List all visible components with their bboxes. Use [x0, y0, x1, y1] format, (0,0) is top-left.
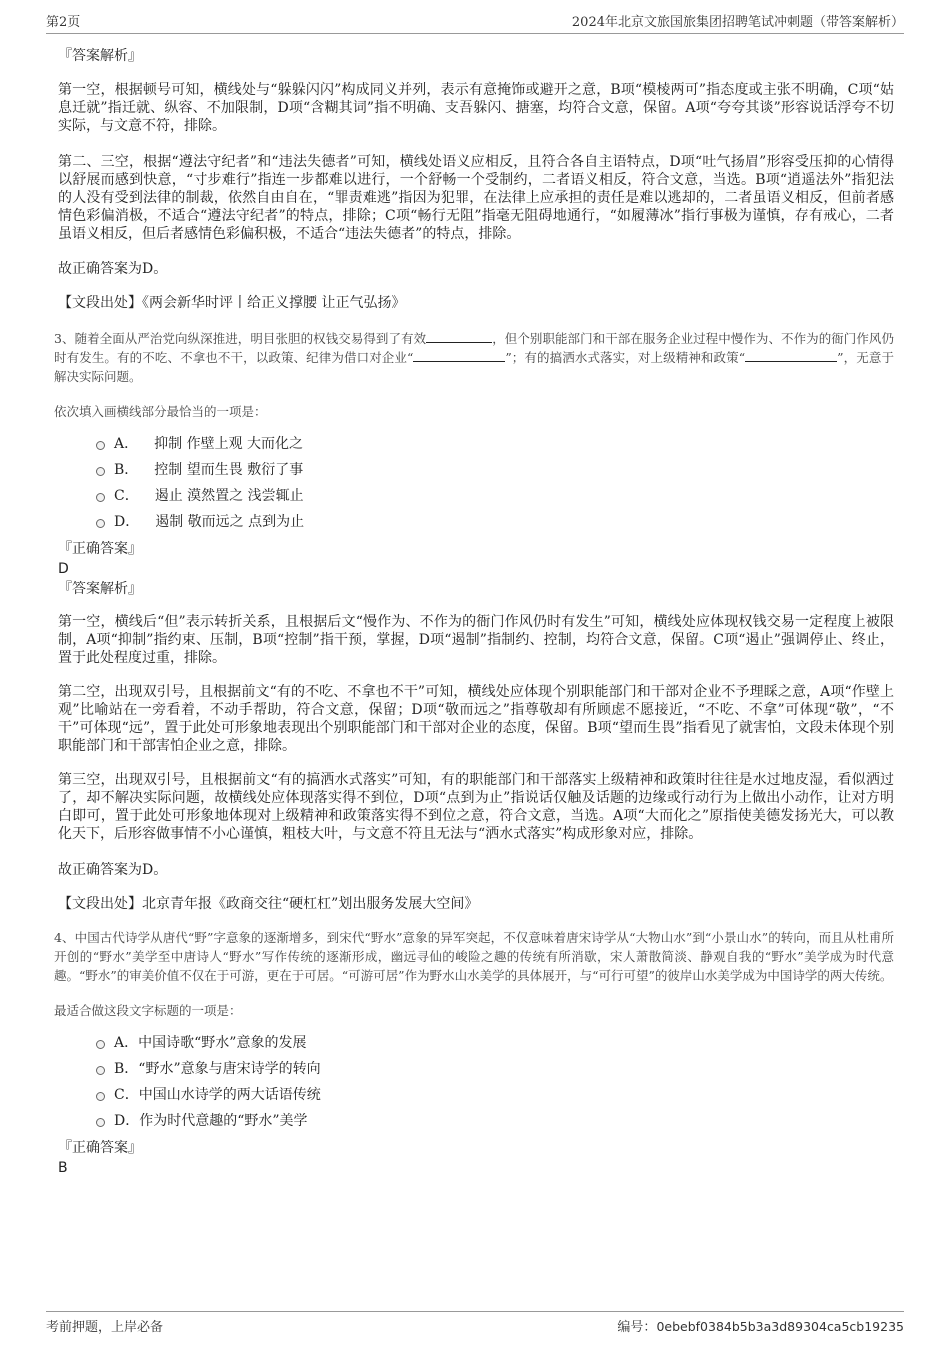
q3-stem-part-4: ”，无意于解决实际问题。	[54, 350, 894, 384]
q3-analysis-paragraph-3: 第三空，出现双引号，且根据前文“有的搞洒水式落实”可知，有的职能部门和干部落实上级精神和政策时往往是水过地皮湿，看似洒过了，却不解决实际问题，故横线处应体现落实得不到位，D项“点到为止”指说话仅触及话题的边缘或行动行为上做出小动作，让对方明白即可，置于此处可形象地体现对上级精神和政策落实得不到位之意，符合文意，当选。A项“大而化之”原指使美德发扬光大，可以教化天下，后形容做事情不小心谨慎，粗枝大叶，与文意不符且无法与“洒水式落实”构成形象对应，排除。	[58, 772, 894, 842]
document-title: 2024年北京文旅国旅集团招聘笔试冲刺题（带答案解析）	[571, 15, 904, 30]
q4-option-a[interactable]: A．中国诗歌“野水”意象的发展	[58, 1030, 894, 1056]
q3-blank-3	[745, 348, 837, 362]
q3-correct-answer: D	[58, 561, 69, 577]
q3-analysis-paragraph-2: 第二空，出现双引号，且根据前文“有的不吃、不拿也不干”可知，横线处应体现个别职能部门和干部对企业不予理睬之意，A项“作壁上观”比喻站在一旁看着，不动手帮助，符合文意，保留；D项“敬而远之”指尊敬却有所顾虑不愿接近，“不吃、不拿”可体现“敬”，“不干”可体现“远”，置于此处可形象地表现出个别职能部门和干部对企业的态度，保留。B项“望而生畏”指看见了就害怕，文段未体现个别职能部门和干部害怕企业之意，排除。	[58, 684, 894, 754]
radio-icon[interactable]	[96, 1066, 105, 1075]
page-number: 第2页	[46, 15, 81, 30]
q3-analysis-label: 『答案解析』	[58, 581, 142, 597]
q3-blank-2	[413, 348, 505, 362]
q3-prompt: 依次填入画横线部分最恰当的一项是：	[54, 404, 267, 419]
q4-stem: 4、中国古代诗学从唐代“野”字意象的逐渐增多，到宋代“野水”意象的异军突起，不仅意味着唐宋诗学从“大物山水”到“小景山水”的转向，而且从杜甫所开创的“野水”美学至中唐诗人“野水”写作传统的逐渐形成，幽远寻仙的峻险之趣的传统有所消歇，宋人萧散简淡、静观自我的“野水”美学成为时代意趣。“野水”的审美价值不仅在于可游，更在于可居。“可游可居”作为野水山水美学的具体展开，与“可行可望”的彼岸山水美学成为中国诗学的两大传统。	[54, 930, 894, 983]
page-header	[46, 11, 904, 34]
radio-icon[interactable]	[96, 441, 105, 450]
document-code	[617, 1316, 904, 1335]
radio-icon[interactable]	[96, 1092, 105, 1101]
q3-source: 【文段出处】北京青年报《政商交往“硬杠杠”划出服务发展大空间》	[58, 896, 479, 912]
q3-option-c[interactable]: C． 遏止 漠然置之 浅尝辄止	[58, 483, 894, 509]
q3-stem-part-2: ，但个别职能部门和干部在服务企业过程中慢作为、不作为的衙门作风仍时有发生。有的不吃、不拿也不干，以政策、纪律为借口对企业“	[54, 331, 894, 365]
page-footer	[46, 1311, 904, 1336]
q3-correct-label: 『正确答案』	[58, 541, 142, 557]
q4-correct-answer: B	[58, 1160, 68, 1176]
q3-option-b[interactable]: B． 控制 望而生畏 敷衍了事	[58, 457, 894, 483]
q4-option-d[interactable]: D．作为时代意趣的“野水”美学	[58, 1108, 894, 1134]
q3-stem-part-3: ”；有的搞洒水式落实，对上级精神和政策“	[505, 350, 746, 365]
page-content	[54, 46, 894, 1178]
q3-conclusion: 故正确答案为D。	[58, 862, 168, 878]
footer-slogan: 考前押题，上岸必备	[46, 1320, 164, 1335]
q3-option-a[interactable]: A． 抑制 作壁上观 大而化之	[58, 431, 894, 457]
q4-options	[58, 1030, 894, 1134]
q2-analysis-paragraph-1: 第一空，根据顿号可知，横线处与“躲躲闪闪”构成同义并列，表示有意掩饰或避开之意，B项“模棱两可”指态度或主张不明确，C项“姑息迁就”指迁就、纵容、不加限制，D项“含糊其词”指不明确、支吾躲闪、搪塞，均符合文意，保留。A项“夸夸其谈”形容说话浮夸不切实际，与文意不符，排除。	[58, 82, 894, 134]
radio-icon[interactable]	[96, 493, 105, 502]
q2-analysis-label: 『答案解析』	[58, 48, 142, 64]
q3-blank-1	[426, 329, 492, 343]
q4-option-c[interactable]: C．中国山水诗学的两大话语传统	[58, 1082, 894, 1108]
q3-stem-part-1: 3、随着全面从严治党向纵深推进，明目张胆的权钱交易得到了有效	[54, 331, 427, 346]
code-value: 0ebebf0384b5b3a3d89304ca5cb19235	[656, 1319, 904, 1334]
q2-conclusion: 故正确答案为D。	[58, 261, 168, 277]
radio-icon[interactable]	[96, 467, 105, 476]
q4-prompt: 最适合做这段文字标题的一项是：	[54, 1003, 242, 1018]
radio-icon[interactable]	[96, 519, 105, 528]
q3-analysis-paragraph-1: 第一空，横线后“但”表示转折关系，且根据后文“慢作为、不作为的衙门作风仍时有发生”可知，横线处应体现权钱交易一定程度上被限制，A项“抑制”指约束、压制，B项“控制”指干预，掌握，D项“遏制”指制约、控制，均符合文意，保留。C项“遏止”强调停止、终止，置于此处程度过重，排除。	[58, 614, 894, 666]
code-label: 编号：	[617, 1320, 657, 1335]
q2-source: 【文段出处】《两会新华时评丨给正义撑腰 让正气弘扬》	[58, 295, 406, 311]
q3-options	[58, 431, 894, 535]
radio-icon[interactable]	[96, 1118, 105, 1127]
q3-stem	[54, 329, 894, 386]
radio-icon[interactable]	[96, 1040, 105, 1049]
q2-analysis-paragraph-2: 第二、三空，根据“遵法守纪者”和“违法失德者”可知，横线处语义应相反，且符合各自主语特点，D项“吐气扬眉”形容受压抑的心情得以舒展而感到快意，“寸步难行”指连一步都难以进行，一个舒畅一个受制约，二者语义相反，符合文意，当选。B项“逍遥法外”指犯法的人没有受到法律的制裁，依然自由自在，“罪责难逃”指因为犯罪，在法律上应承担的责任是难以逃却的，二者虽语义相反，但前者感情色彩偏消极，不适合“遵法守纪者”的特点，排除；C项“畅行无阻”指毫无阻碍地通行，“如履薄冰”指行事极为谨慎，存有戒心，二者虽语义相反，但后者感情色彩偏积极，不适合“违法失德者”的特点，排除。	[58, 154, 894, 242]
q4-correct-label: 『正确答案』	[58, 1140, 142, 1156]
q3-option-d[interactable]: D． 遏制 敬而远之 点到为止	[58, 509, 894, 535]
q4-option-b[interactable]: B．“野水”意象与唐宋诗学的转向	[58, 1056, 894, 1082]
